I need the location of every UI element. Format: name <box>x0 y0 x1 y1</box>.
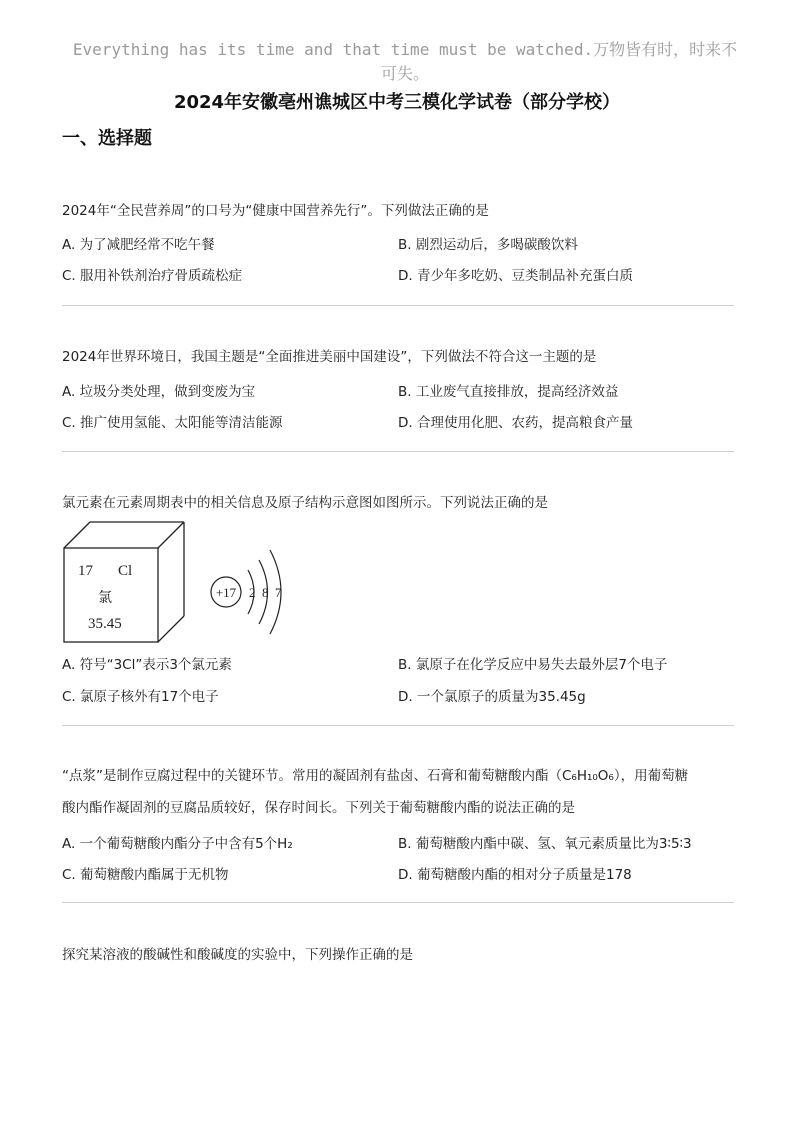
question-2-option-d[interactable]: D. 合理使用化肥、农药，提高粮食产量 <box>398 415 633 431</box>
atomic-number: 17 <box>78 563 93 579</box>
atomic-structure-diagram <box>211 550 282 634</box>
element-name: 氯 <box>98 590 112 606</box>
shell-electrons-3: 7 <box>275 585 282 600</box>
question-3-option-c[interactable]: C. 氯原子核外有17个电子 <box>62 689 219 705</box>
question-1-option-a[interactable]: A. 为了减肥经常不吃午餐 <box>62 237 215 253</box>
question-4-option-c[interactable]: C. 葡萄糖酸内酯属于无机物 <box>62 867 229 883</box>
atomic-mass: 35.45 <box>88 616 122 632</box>
question-3-option-a[interactable]: A. 符号“3Cl”表示3个氯元素 <box>62 657 232 673</box>
question-1-stem: 2024年“全民营养周”的口号为“健康中国营养先行”。下列做法正确的是 <box>62 203 489 219</box>
nucleus-charge: +17 <box>215 585 237 600</box>
shell-electrons-2: 8 <box>262 585 269 600</box>
question-3-stem: 氯元素在元素周期表中的相关信息及原子结构示意图如图所示。下列说法正确的是 <box>62 495 548 511</box>
question-2-option-a[interactable]: A. 垃圾分类处理，做到变废为宝 <box>62 384 256 400</box>
divider <box>62 902 734 903</box>
question-5-stem: 探究某溶液的酸碱性和酸碱度的实验中，下列操作正确的是 <box>62 947 413 963</box>
periodic-table-cell <box>64 522 184 642</box>
question-2-stem: 2024年世界环境日，我国主题是“全面推进美丽中国建设”，下列做法不符合这一主题的是 <box>62 349 597 365</box>
watermark-line-1: Everything has its time and that time must be watched.万物皆有时，时来不 <box>72 40 738 59</box>
element-symbol: Cl <box>118 563 133 579</box>
watermark-line-2: 可失。 <box>380 64 429 83</box>
chlorine-element-figure <box>62 520 302 646</box>
question-4-stem-line-2: 酸内酯作凝固剂的豆腐品质较好，保存时间长。下列关于葡萄糖酸内酯的说法正确的是 <box>62 800 575 816</box>
section-heading: 一、选择题 <box>62 128 152 149</box>
question-1-option-c[interactable]: C. 服用补铁剂治疗骨质疏松症 <box>62 268 243 284</box>
question-2-option-b[interactable]: B. 工业废气直接排放，提高经济效益 <box>398 384 619 400</box>
question-3-option-b[interactable]: B. 氯原子在化学反应中易失去最外层7个电子 <box>398 657 668 673</box>
watermark <box>40 38 770 86</box>
question-3-option-d[interactable]: D. 一个氯原子的质量为35.45g <box>398 689 586 705</box>
divider <box>62 305 734 306</box>
shell-electrons-1: 2 <box>249 585 256 600</box>
divider <box>62 451 734 452</box>
question-4-stem <box>62 760 734 824</box>
divider <box>62 725 734 726</box>
question-4-stem-line-1: “点浆”是制作豆腐过程中的关键环节。常用的凝固剂有盐卤、石膏和葡萄糖酸内酯（C₆H₁₀O₆），用葡萄糖 <box>62 768 689 784</box>
question-4-option-a[interactable]: A. 一个葡萄糖酸内酯分子中含有5个H₂ <box>62 836 293 852</box>
question-1-option-d[interactable]: D. 青少年多吃奶、豆类制品补充蛋白质 <box>398 268 633 284</box>
question-1-option-b[interactable]: B. 剧烈运动后，多喝碳酸饮料 <box>398 237 578 253</box>
question-4-option-d[interactable]: D. 葡萄糖酸内酯的相对分子质量是178 <box>398 867 632 883</box>
question-4-option-b[interactable]: B. 葡萄糖酸内酯中碳、氢、氧元素质量比为3∶5∶3 <box>398 836 692 852</box>
page-title: 2024年安徽亳州谯城区中考三模化学试卷（部分学校） <box>173 92 621 113</box>
question-2-option-c[interactable]: C. 推广使用氢能、太阳能等清洁能源 <box>62 415 283 431</box>
